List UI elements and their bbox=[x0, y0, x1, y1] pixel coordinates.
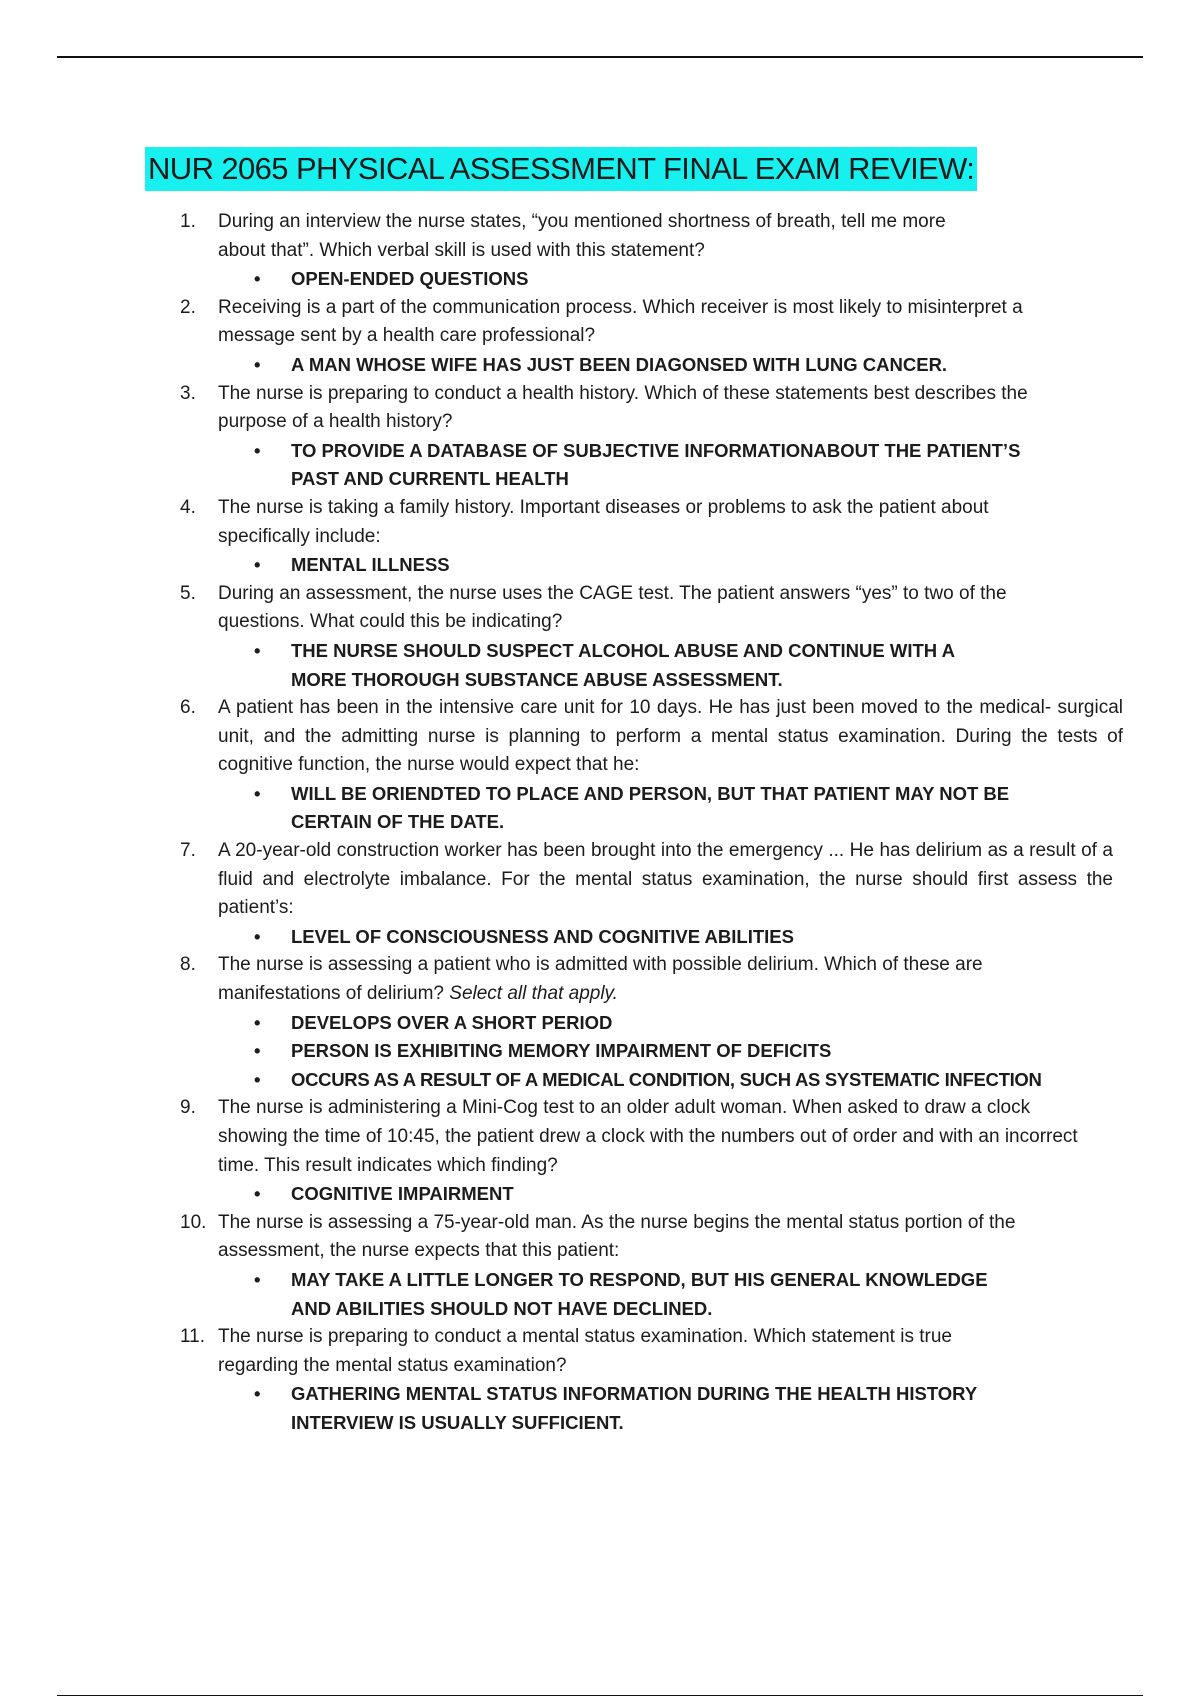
question-item bbox=[180, 494, 1018, 580]
question-item bbox=[180, 1094, 1098, 1208]
answer-item bbox=[218, 1037, 1113, 1066]
bottom-rule bbox=[57, 1695, 1143, 1696]
question-number: 7. bbox=[180, 840, 196, 862]
question-text: During an assessment, the nurse uses the CAGE test. The patient answers “yes” to two of the questions. What could this be indicating? bbox=[218, 582, 1007, 633]
bullet-icon: • bbox=[254, 353, 261, 375]
answer-item bbox=[218, 265, 983, 294]
question-number: 10. bbox=[180, 1211, 207, 1233]
question-number: 11. bbox=[180, 1326, 206, 1348]
question-text: The nurse is assessing a 75-year-old man. As the nurse begins the mental status portion of the assessment, the nurse expects that this patient: bbox=[218, 1211, 1016, 1262]
answer-item bbox=[218, 1266, 1031, 1323]
answer-list bbox=[218, 265, 983, 294]
question-item bbox=[180, 951, 1113, 1094]
answer-text: MENTAL ILLNESS bbox=[291, 554, 450, 576]
answer-item bbox=[218, 1180, 1098, 1209]
question-item bbox=[180, 1209, 1078, 1323]
question-list bbox=[180, 208, 1123, 1438]
question-item bbox=[180, 694, 1123, 837]
answer-text: LEVEL OF CONSCIOUSNESS AND COGNITIVE ABILITIES bbox=[291, 925, 794, 947]
question-item bbox=[180, 294, 1080, 380]
answer-list bbox=[218, 351, 1080, 380]
question-text-italic: Select all that apply. bbox=[449, 983, 618, 1005]
question-text: A 20-year-old construction worker has been brought into the emergency ... He has delirium as a result of a fluid and electrolyte imbalance. For the mental status examination, the nurse should first assess the patient’s: bbox=[218, 840, 1113, 919]
question-item bbox=[180, 837, 1113, 951]
bullet-icon: • bbox=[254, 554, 261, 576]
answer-text: WILL BE ORIENDTED TO PLACE AND PERSON, BUT THAT PATIENT MAY NOT BE CERTAIN OF THE DATE. bbox=[291, 782, 1010, 833]
answer-text: THE NURSE SHOULD SUSPECT ALCOHOL ABUSE AND CONTINUE WITH A MORE THOROUGH SUBSTANCE ABUSE ASSESSMENT. bbox=[291, 639, 955, 690]
question-item bbox=[180, 380, 1068, 494]
answer-item bbox=[218, 780, 1091, 837]
bullet-icon: • bbox=[254, 1268, 261, 1290]
title-block bbox=[145, 147, 977, 191]
bullet-icon: • bbox=[254, 925, 261, 947]
answer-text: PERSON IS EXHIBITING MEMORY IMPAIRMENT OF DEFICITS bbox=[291, 1040, 832, 1062]
top-rule bbox=[57, 56, 1143, 58]
question-text: A patient has been in the intensive care unit for 10 days. He has just been moved to the medical- surgical unit, and the admitting nurse is planning to perform a mental status examination. During the tests of cognitive function, the nurse would expect that he: bbox=[218, 697, 1123, 776]
bullet-icon: • bbox=[254, 1068, 261, 1090]
question-number: 1. bbox=[180, 211, 196, 232]
question-number: 2. bbox=[180, 296, 196, 318]
question-item bbox=[180, 208, 983, 294]
answer-text: A MAN WHOSE WIFE HAS JUST BEEN DIAGONSED WITH LUNG CANCER. bbox=[291, 353, 948, 375]
answer-list bbox=[218, 1009, 1113, 1095]
question-text: The nurse is taking a family history. Important diseases or problems to ask the patient about specifically include: bbox=[218, 496, 989, 547]
bullet-icon: • bbox=[254, 782, 261, 804]
answer-item bbox=[218, 351, 1080, 380]
answer-list bbox=[218, 637, 1033, 694]
bullet-icon: • bbox=[254, 268, 261, 290]
answer-list bbox=[218, 437, 1068, 494]
answer-text: GATHERING MENTAL STATUS INFORMATION DURING THE HEALTH HISTORY INTERVIEW IS USUALLY SUFFICIENT. bbox=[291, 1383, 977, 1433]
question-number: 6. bbox=[180, 697, 196, 719]
answer-item bbox=[218, 1066, 1113, 1095]
answer-item bbox=[218, 437, 1026, 494]
answer-text: TO PROVIDE A DATABASE OF SUBJECTIVE INFORMATIONABOUT THE PATIENT’S PAST AND CURRENTL HEALTH bbox=[291, 439, 1021, 490]
answer-list bbox=[218, 923, 1113, 952]
question-item bbox=[180, 1323, 1018, 1437]
answer-item bbox=[218, 637, 996, 694]
bullet-icon: • bbox=[254, 1011, 261, 1033]
bullet-icon: • bbox=[254, 439, 261, 461]
question-text-main: The nurse is assessing a patient who is admitted with possible delirium. Which of these are manifestations of delirium? bbox=[218, 954, 983, 1005]
question-number: 9. bbox=[180, 1097, 196, 1119]
answer-list bbox=[218, 1380, 1018, 1437]
question-text: The nurse is administering a Mini-Cog test to an older adult woman. When asked to draw a clock showing the time of 10:45, the patient drew a clock with the numbers out of order and with an incorrect time. This result indicates which finding? bbox=[218, 1097, 1078, 1176]
question-item bbox=[180, 580, 1033, 694]
question-text: Receiving is a part of the communication process. Which receiver is most likely to misinterpret a message sent by a health care professional? bbox=[218, 296, 1023, 347]
answer-text: OCCURS AS A RESULT OF A MEDICAL CONDITION, SUCH AS SYSTEMATIC INFECTION bbox=[291, 1068, 1042, 1090]
question-number: 5. bbox=[180, 582, 196, 604]
bullet-icon: • bbox=[254, 1183, 261, 1205]
answer-list bbox=[218, 1180, 1098, 1209]
question-number: 3. bbox=[180, 382, 196, 404]
answer-item bbox=[218, 923, 1113, 952]
answer-list bbox=[218, 551, 1018, 580]
bullet-icon: • bbox=[254, 1383, 261, 1405]
answer-item bbox=[218, 1009, 1113, 1038]
question-text: The nurse is preparing to conduct a health history. Which of these statements best describes the purpose of a health history? bbox=[218, 382, 1028, 433]
answer-text: DEVELOPS OVER A SHORT PERIOD bbox=[291, 1011, 613, 1033]
answer-item bbox=[218, 551, 1018, 580]
question-text: During an interview the nurse states, “you mentioned shortness of breath, tell me more about that”. Which verbal skill is used with this statement? bbox=[218, 211, 946, 261]
answer-text: OPEN-ENDED QUESTIONS bbox=[291, 268, 529, 290]
answer-list bbox=[218, 780, 1123, 837]
question-text bbox=[218, 951, 1008, 1008]
answer-list bbox=[218, 1266, 1078, 1323]
answer-text: MAY TAKE A LITTLE LONGER TO RESPOND, BUT HIS GENERAL KNOWLEDGE AND ABILITIES SHOULD NOT HAVE DECLINED. bbox=[291, 1268, 988, 1319]
answer-text: COGNITIVE IMPAIRMENT bbox=[291, 1183, 514, 1205]
question-number: 8. bbox=[180, 954, 196, 976]
bullet-icon: • bbox=[254, 639, 261, 661]
bullet-icon: • bbox=[254, 1040, 261, 1062]
document-title: NUR 2065 PHYSICAL ASSESSMENT FINAL EXAM REVIEW: bbox=[145, 147, 977, 191]
answer-item bbox=[218, 1380, 1031, 1437]
question-number: 4. bbox=[180, 496, 196, 518]
question-text: The nurse is preparing to conduct a mental status examination. Which statement is true regarding the mental status examination? bbox=[218, 1326, 952, 1376]
